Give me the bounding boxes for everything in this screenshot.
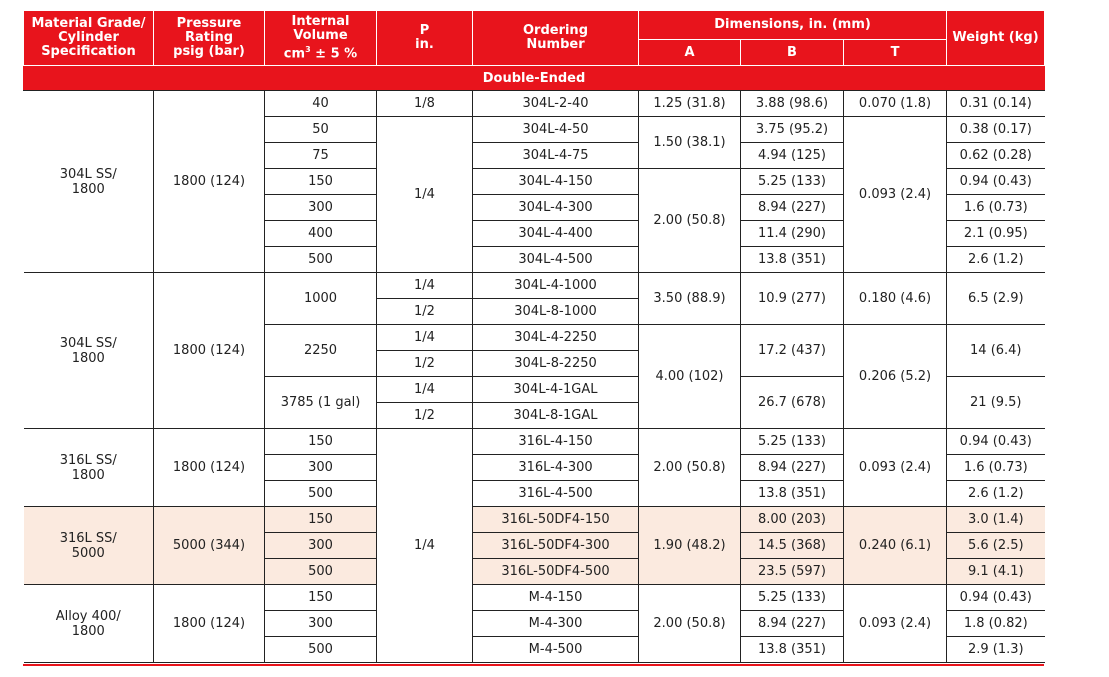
dim-a-cell: 1.25 (31.8): [639, 91, 741, 117]
header-ordering: Ordering Number: [473, 11, 639, 66]
p-cell: 1/4: [377, 325, 473, 351]
order-cell: 304L-8-1000: [473, 299, 639, 325]
dim-b-cell: 8.94 (227): [741, 195, 844, 221]
p-cell: 1/4: [377, 377, 473, 403]
order-cell: 316L-4-300: [473, 455, 639, 481]
dim-b-cell: 13.8 (351): [741, 247, 844, 273]
weight-cell: 6.5 (2.9): [947, 273, 1045, 325]
material-cell: 316L SS/ 1800: [24, 429, 154, 507]
volume-cell: 500: [265, 559, 377, 585]
pressure-cell: 1800 (124): [154, 585, 265, 663]
volume-cell: 2250: [265, 325, 377, 377]
dim-b-cell: 3.75 (95.2): [741, 117, 844, 143]
table-row: [24, 507, 1045, 533]
dim-t-cell: 0.206 (5.2): [844, 325, 947, 429]
order-cell: 304L-4-1000: [473, 273, 639, 299]
weight-cell: 14 (6.4): [947, 325, 1045, 377]
volume-cell: 150: [265, 429, 377, 455]
order-cell: 304L-4-300: [473, 195, 639, 221]
weight-cell: 9.1 (4.1): [947, 559, 1045, 585]
dim-a-cell: 2.00 (50.8): [639, 429, 741, 507]
volume-cell: 500: [265, 637, 377, 663]
weight-cell: 5.6 (2.5): [947, 533, 1045, 559]
order-cell: 304L-4-150: [473, 169, 639, 195]
header-pressure: Pressure Rating psig (bar): [154, 11, 265, 66]
volume-cell: 300: [265, 455, 377, 481]
cylinder-spec-table: [23, 10, 1045, 663]
p-cell: 1/4: [377, 117, 473, 273]
table-row: [24, 585, 1045, 611]
p-cell: 1/4: [377, 429, 473, 663]
order-cell: 316L-50DF4-300: [473, 533, 639, 559]
volume-cell: 300: [265, 611, 377, 637]
volume-cell: 40: [265, 91, 377, 117]
p-cell: 1/8: [377, 91, 473, 117]
dim-b-cell: 13.8 (351): [741, 481, 844, 507]
weight-cell: 0.94 (0.43): [947, 169, 1045, 195]
dim-a-cell: 1.50 (38.1): [639, 117, 741, 169]
weight-cell: 21 (9.5): [947, 377, 1045, 429]
dim-t-cell: 0.240 (6.1): [844, 507, 947, 585]
order-cell: M-4-300: [473, 611, 639, 637]
table-row: [24, 273, 1045, 299]
dim-b-cell: 26.7 (678): [741, 377, 844, 429]
weight-cell: 0.94 (0.43): [947, 585, 1045, 611]
table-bottom-rule: [23, 664, 1044, 666]
weight-cell: 0.94 (0.43): [947, 429, 1045, 455]
material-cell: 304L SS/ 1800: [24, 91, 154, 273]
p-cell: 1/2: [377, 299, 473, 325]
volume-cell: 150: [265, 507, 377, 533]
volume-cell: 75: [265, 143, 377, 169]
volume-cell: 300: [265, 195, 377, 221]
dim-t-cell: 0.070 (1.8): [844, 91, 947, 117]
p-cell: 1/2: [377, 403, 473, 429]
weight-cell: 1.6 (0.73): [947, 455, 1045, 481]
dim-b-cell: 23.5 (597): [741, 559, 844, 585]
header-material: Material Grade/ Cylinder Specification: [24, 11, 154, 66]
table-row: [24, 91, 1045, 117]
order-cell: 316L-50DF4-150: [473, 507, 639, 533]
header-p: P in.: [377, 11, 473, 66]
order-cell: 304L-2-40: [473, 91, 639, 117]
pressure-cell: 1800 (124): [154, 429, 265, 507]
table-row: [24, 429, 1045, 455]
dim-b-cell: 17.2 (437): [741, 325, 844, 377]
volume-cell: 150: [265, 169, 377, 195]
dim-b-cell: 13.8 (351): [741, 637, 844, 663]
dim-a-cell: 1.90 (48.2): [639, 507, 741, 585]
order-cell: 316L-4-500: [473, 481, 639, 507]
volume-cell: 500: [265, 481, 377, 507]
material-cell: 304L SS/ 1800: [24, 273, 154, 429]
dim-b-cell: 5.25 (133): [741, 585, 844, 611]
volume-cell: 500: [265, 247, 377, 273]
header-dim-b: B: [741, 40, 844, 66]
order-cell: 304L-4-2250: [473, 325, 639, 351]
header-dim-a: A: [639, 40, 741, 66]
dim-b-cell: 14.5 (368): [741, 533, 844, 559]
order-cell: 304L-8-1GAL: [473, 403, 639, 429]
weight-cell: 0.38 (0.17): [947, 117, 1045, 143]
weight-cell: 2.6 (1.2): [947, 247, 1045, 273]
dim-t-cell: 0.093 (2.4): [844, 117, 947, 273]
weight-cell: 0.62 (0.28): [947, 143, 1045, 169]
volume-cell: 150: [265, 585, 377, 611]
dim-t-cell: 0.093 (2.4): [844, 429, 947, 507]
dim-t-cell: 0.180 (4.6): [844, 273, 947, 325]
order-cell: 304L-4-50: [473, 117, 639, 143]
dim-b-cell: 11.4 (290): [741, 221, 844, 247]
order-cell: 304L-4-75: [473, 143, 639, 169]
pressure-cell: 1800 (124): [154, 91, 265, 273]
order-cell: 304L-4-500: [473, 247, 639, 273]
header-weight: Weight (kg): [947, 11, 1045, 66]
dim-b-cell: 8.00 (203): [741, 507, 844, 533]
dim-b-cell: 5.25 (133): [741, 429, 844, 455]
p-cell: 1/4: [377, 273, 473, 299]
dim-b-cell: 10.9 (277): [741, 273, 844, 325]
order-cell: 304L-4-400: [473, 221, 639, 247]
order-cell: 316L-4-150: [473, 429, 639, 455]
weight-cell: 3.0 (1.4): [947, 507, 1045, 533]
material-cell: 316L SS/ 5000: [24, 507, 154, 585]
weight-cell: 2.1 (0.95): [947, 221, 1045, 247]
dim-a-cell: 4.00 (102): [639, 325, 741, 429]
weight-cell: 2.9 (1.3): [947, 637, 1045, 663]
order-cell: 316L-50DF4-500: [473, 559, 639, 585]
order-cell: M-4-150: [473, 585, 639, 611]
order-cell: 304L-4-1GAL: [473, 377, 639, 403]
order-cell: M-4-500: [473, 637, 639, 663]
dim-b-cell: 4.94 (125): [741, 143, 844, 169]
volume-cell: 50: [265, 117, 377, 143]
p-cell: 1/2: [377, 351, 473, 377]
section-band: Double-Ended: [24, 66, 1045, 91]
dim-a-cell: 3.50 (88.9): [639, 273, 741, 325]
dim-b-cell: 3.88 (98.6): [741, 91, 844, 117]
weight-cell: 2.6 (1.2): [947, 481, 1045, 507]
material-cell: Alloy 400/ 1800: [24, 585, 154, 663]
volume-cell: 300: [265, 533, 377, 559]
order-cell: 304L-8-2250: [473, 351, 639, 377]
volume-cell: 3785 (1 gal): [265, 377, 377, 429]
weight-cell: 1.6 (0.73): [947, 195, 1045, 221]
volume-cell: 400: [265, 221, 377, 247]
dim-t-cell: 0.093 (2.4): [844, 585, 947, 663]
dim-a-cell: 2.00 (50.8): [639, 169, 741, 273]
weight-cell: 0.31 (0.14): [947, 91, 1045, 117]
header-dim-t: T: [844, 40, 947, 66]
header-dimensions: Dimensions, in. (mm): [639, 11, 947, 40]
dim-a-cell: 2.00 (50.8): [639, 585, 741, 663]
header-volume: Internal Volume $cm^3 \pm 5$ %: [265, 11, 377, 66]
volume-cell: 1000: [265, 273, 377, 325]
pressure-cell: 5000 (344): [154, 507, 265, 585]
dim-b-cell: 5.25 (133): [741, 169, 844, 195]
pressure-cell: 1800 (124): [154, 273, 265, 429]
dim-b-cell: 8.94 (227): [741, 455, 844, 481]
dim-b-cell: 8.94 (227): [741, 611, 844, 637]
weight-cell: 1.8 (0.82): [947, 611, 1045, 637]
spec-table-container: [23, 10, 1044, 663]
